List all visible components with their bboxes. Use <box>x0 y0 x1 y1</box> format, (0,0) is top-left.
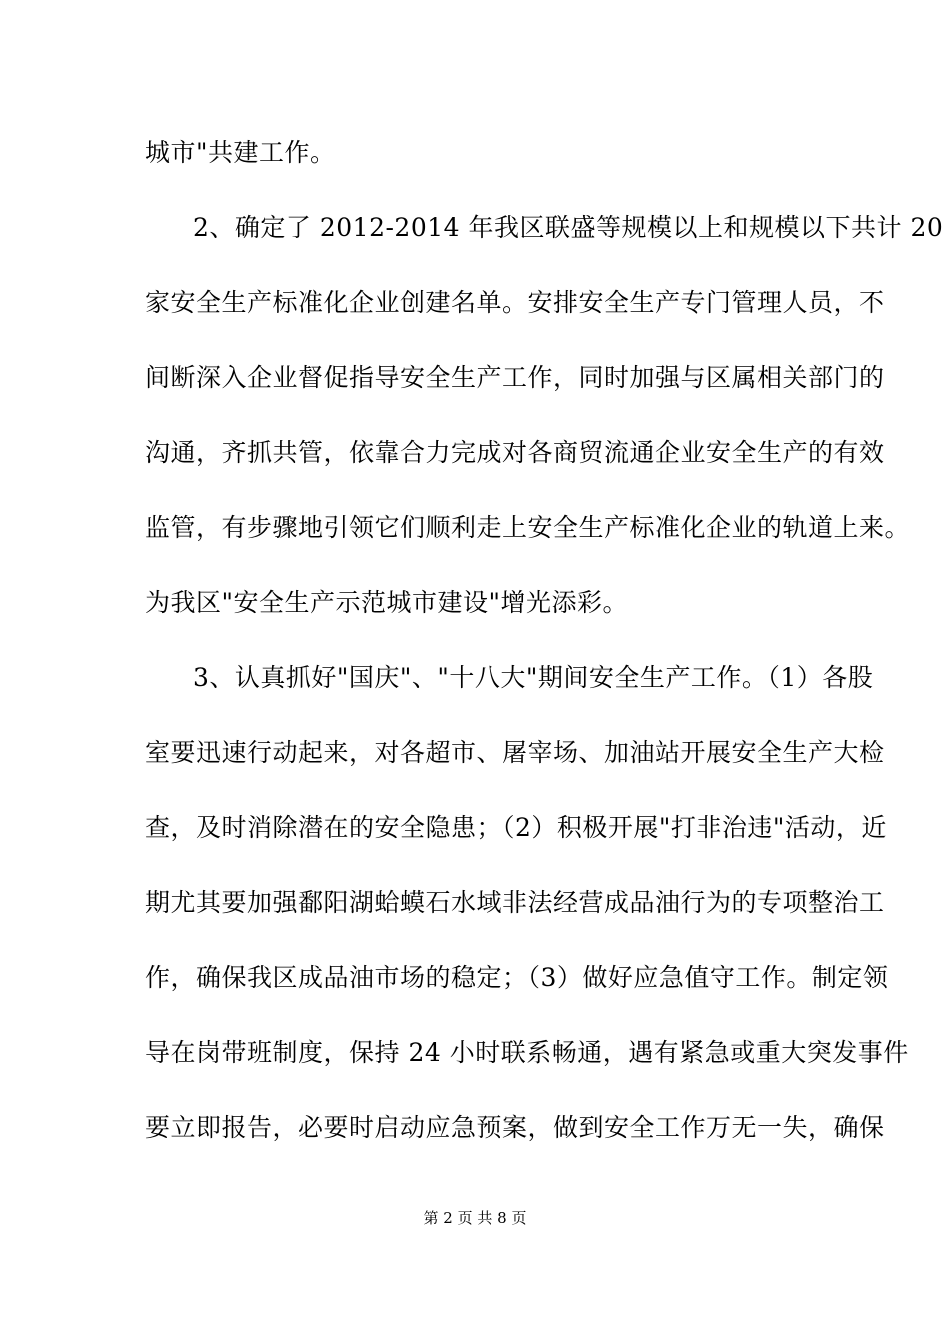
text-line-14: 要立即报告，必要时启动应急预案，做到安全工作万无一失，确保 <box>145 1113 885 1142</box>
text-line-8: 3、认真抓好"国庆"、"十八大"期间安全生产工作。（1）各股 <box>193 663 874 692</box>
text-line-6: 监管，有步骤地引领它们顺利走上安全生产标准化企业的轨道上来。 <box>145 513 911 542</box>
page-number-footer: 第 2 页 共 8 页 <box>423 1209 527 1227</box>
text-line-10: 查，及时消除潜在的安全隐患；（2）积极开展"打非治违"活动，近 <box>145 813 887 842</box>
text-line-7: 为我区"安全生产示范城市建设"增光添彩。 <box>145 588 628 617</box>
text-line-5: 沟通，齐抓共管，依靠合力完成对各商贸流通企业安全生产的有效 <box>145 438 885 467</box>
text-line-2: 2、确定了 2012-2014 年我区联盛等规模以上和规模以下共计 20 <box>193 213 944 242</box>
text-line-3: 家安全生产标准化企业创建名单。安排安全生产专门管理人员，不 <box>145 288 885 317</box>
text-line-9: 室要迅速行动起来，对各超市、屠宰场、加油站开展安全生产大检 <box>145 738 885 767</box>
text-line-11: 期尤其要加强鄱阳湖蛤蟆石水域非法经营成品油行为的专项整治工 <box>145 888 885 917</box>
text-line-12: 作，确保我区成品油市场的稳定；（3）做好应急值守工作。制定领 <box>145 963 889 992</box>
text-line-13: 导在岗带班制度，保持 24 小时联系畅通，遇有紧急或重大突发事件 <box>145 1038 909 1067</box>
text-line-1: 城市"共建工作。 <box>145 138 336 167</box>
text-line-4: 间断深入企业督促指导安全生产工作，同时加强与区属相关部门的 <box>145 363 885 392</box>
